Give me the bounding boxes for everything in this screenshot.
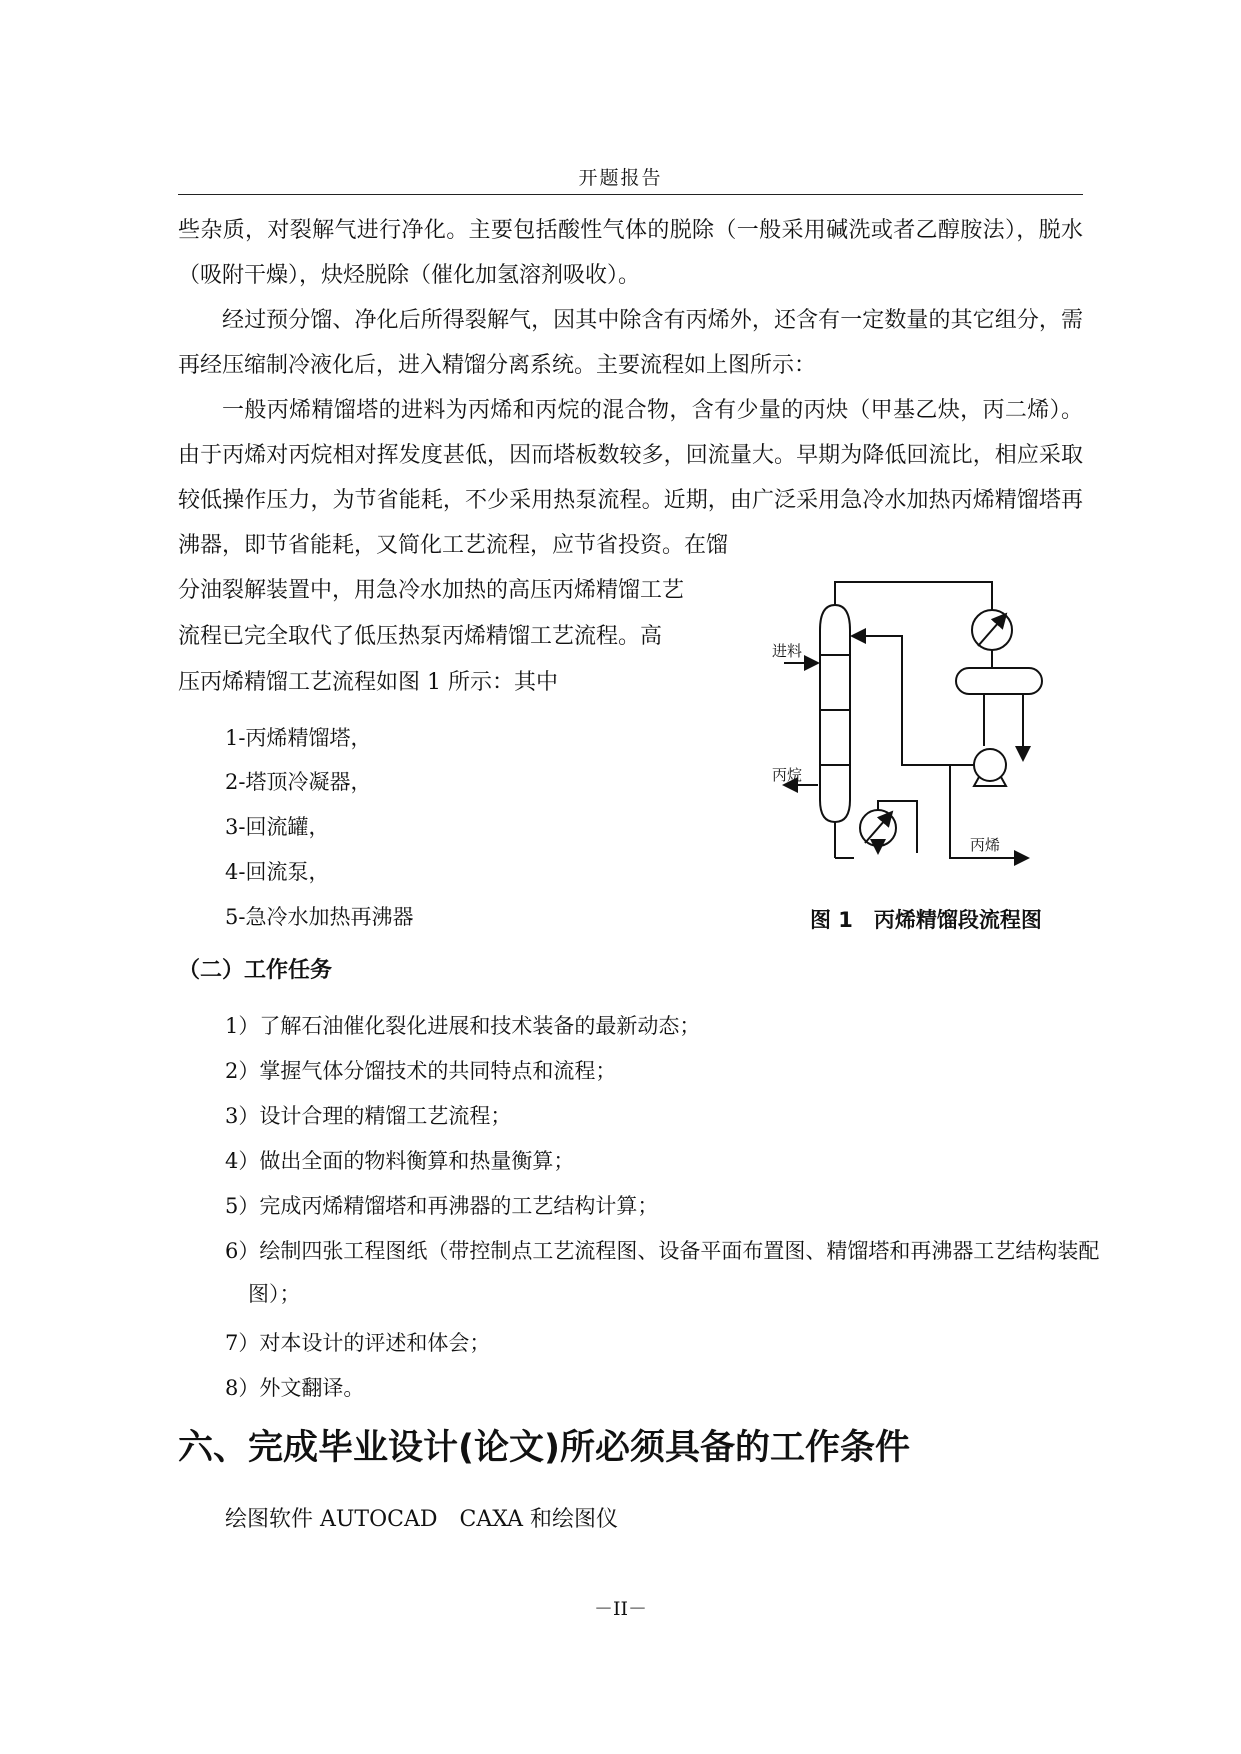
feed-label: 进料 [772, 642, 803, 660]
paragraph-4-line-1: 分油裂解装置中，用急冷水加热的高压丙烯精馏工艺 [178, 578, 685, 603]
paragraph-2: 经过预分馏、净化后所得裂解气，因其中除含有丙烯外，还含有一定数量的其它组分，需再经压缩制冷液化后，进入精馏分离系统。主要流程如上图所示： [178, 308, 1083, 378]
paragraph-4-line-3: 压丙烯精馏工艺流程如图 1 所示：其中 [178, 670, 558, 695]
propane-label: 丙烷 [772, 766, 803, 784]
page-header-title: 开题报告 [578, 167, 663, 189]
reflux-drum [956, 668, 1042, 694]
section-6-heading: 六、完成毕业设计(论文)所必须具备的工作条件 [178, 1428, 910, 1468]
task-item: 2）掌握气体分馏技术的共同特点和流程； [225, 1059, 617, 1083]
paragraph-1: 些杂质，对裂解气进行净化。主要包括酸性气体的脱除（一般采用碱洗或者乙醇胺法），脱水（吸附干燥），炔烃脱除（催化加氢溶剂吸收）。 [178, 218, 1083, 288]
task-item: 8）外文翻译。 [225, 1376, 365, 1400]
section-6-text: 绘图软件 AUTOCAD CAXA 和绘图仪 [225, 1507, 618, 1532]
task-item: 3）设计合理的精馏工艺流程； [225, 1104, 512, 1128]
distillation-column [820, 605, 850, 822]
task-item: 4）做出全面的物料衡算和热量衡算； [225, 1149, 575, 1173]
legend-item: 2-塔顶冷凝器， [225, 770, 372, 794]
task-item: 1）了解石油催化裂化进展和技术装备的最新动态； [225, 1014, 701, 1038]
task-item: 7）对本设计的评述和体会； [225, 1331, 491, 1355]
task-item: 6）绘制四张工程图纸（带控制点工艺流程图、设备平面布置图、精馏塔和再沸器工艺结构装配图）； [225, 1239, 1100, 1306]
legend-item: 1-丙烯精馏塔， [225, 726, 372, 750]
overhead-vapor-line [835, 582, 992, 610]
reflux-line [852, 636, 974, 765]
legend-item: 4-回流泵， [225, 860, 330, 884]
task-item: 5）完成丙烯精馏塔和再沸器的工艺结构计算； [225, 1194, 659, 1218]
header-rule [178, 194, 1083, 195]
paragraph-4-line-2: 流程已完全取代了低压热泵丙烯精馏工艺流程。高 [178, 624, 663, 649]
tasks-heading: （二）工作任务 [178, 958, 333, 983]
legend-item: 3-回流罐， [225, 815, 330, 839]
propylene-flow-diagram [760, 560, 1100, 870]
page-number: －II－ [593, 1598, 647, 1620]
reflux-pump [974, 749, 1006, 781]
figure-caption: 图 1 丙烯精馏段流程图 [810, 908, 1042, 932]
legend-item: 5-急冷水加热再沸器 [225, 905, 414, 929]
propylene-label: 丙烯 [970, 836, 1001, 854]
paragraph-3: 一般丙烯精馏塔的进料为丙烯和丙烷的混合物，含有少量的丙炔（甲基乙炔，丙二烯）。由于丙烯对丙烷相对挥发度甚低，因而塔板数较多，回流量大。早期为降低回流比，相应采取较低操作压力，为节省能耗，不少采用热泵流程。近期，由广泛采用急冷水加热丙烯精馏塔再沸器，即节省能耗，又简化工艺流程，应节省投资。在馏 [178, 398, 1083, 558]
